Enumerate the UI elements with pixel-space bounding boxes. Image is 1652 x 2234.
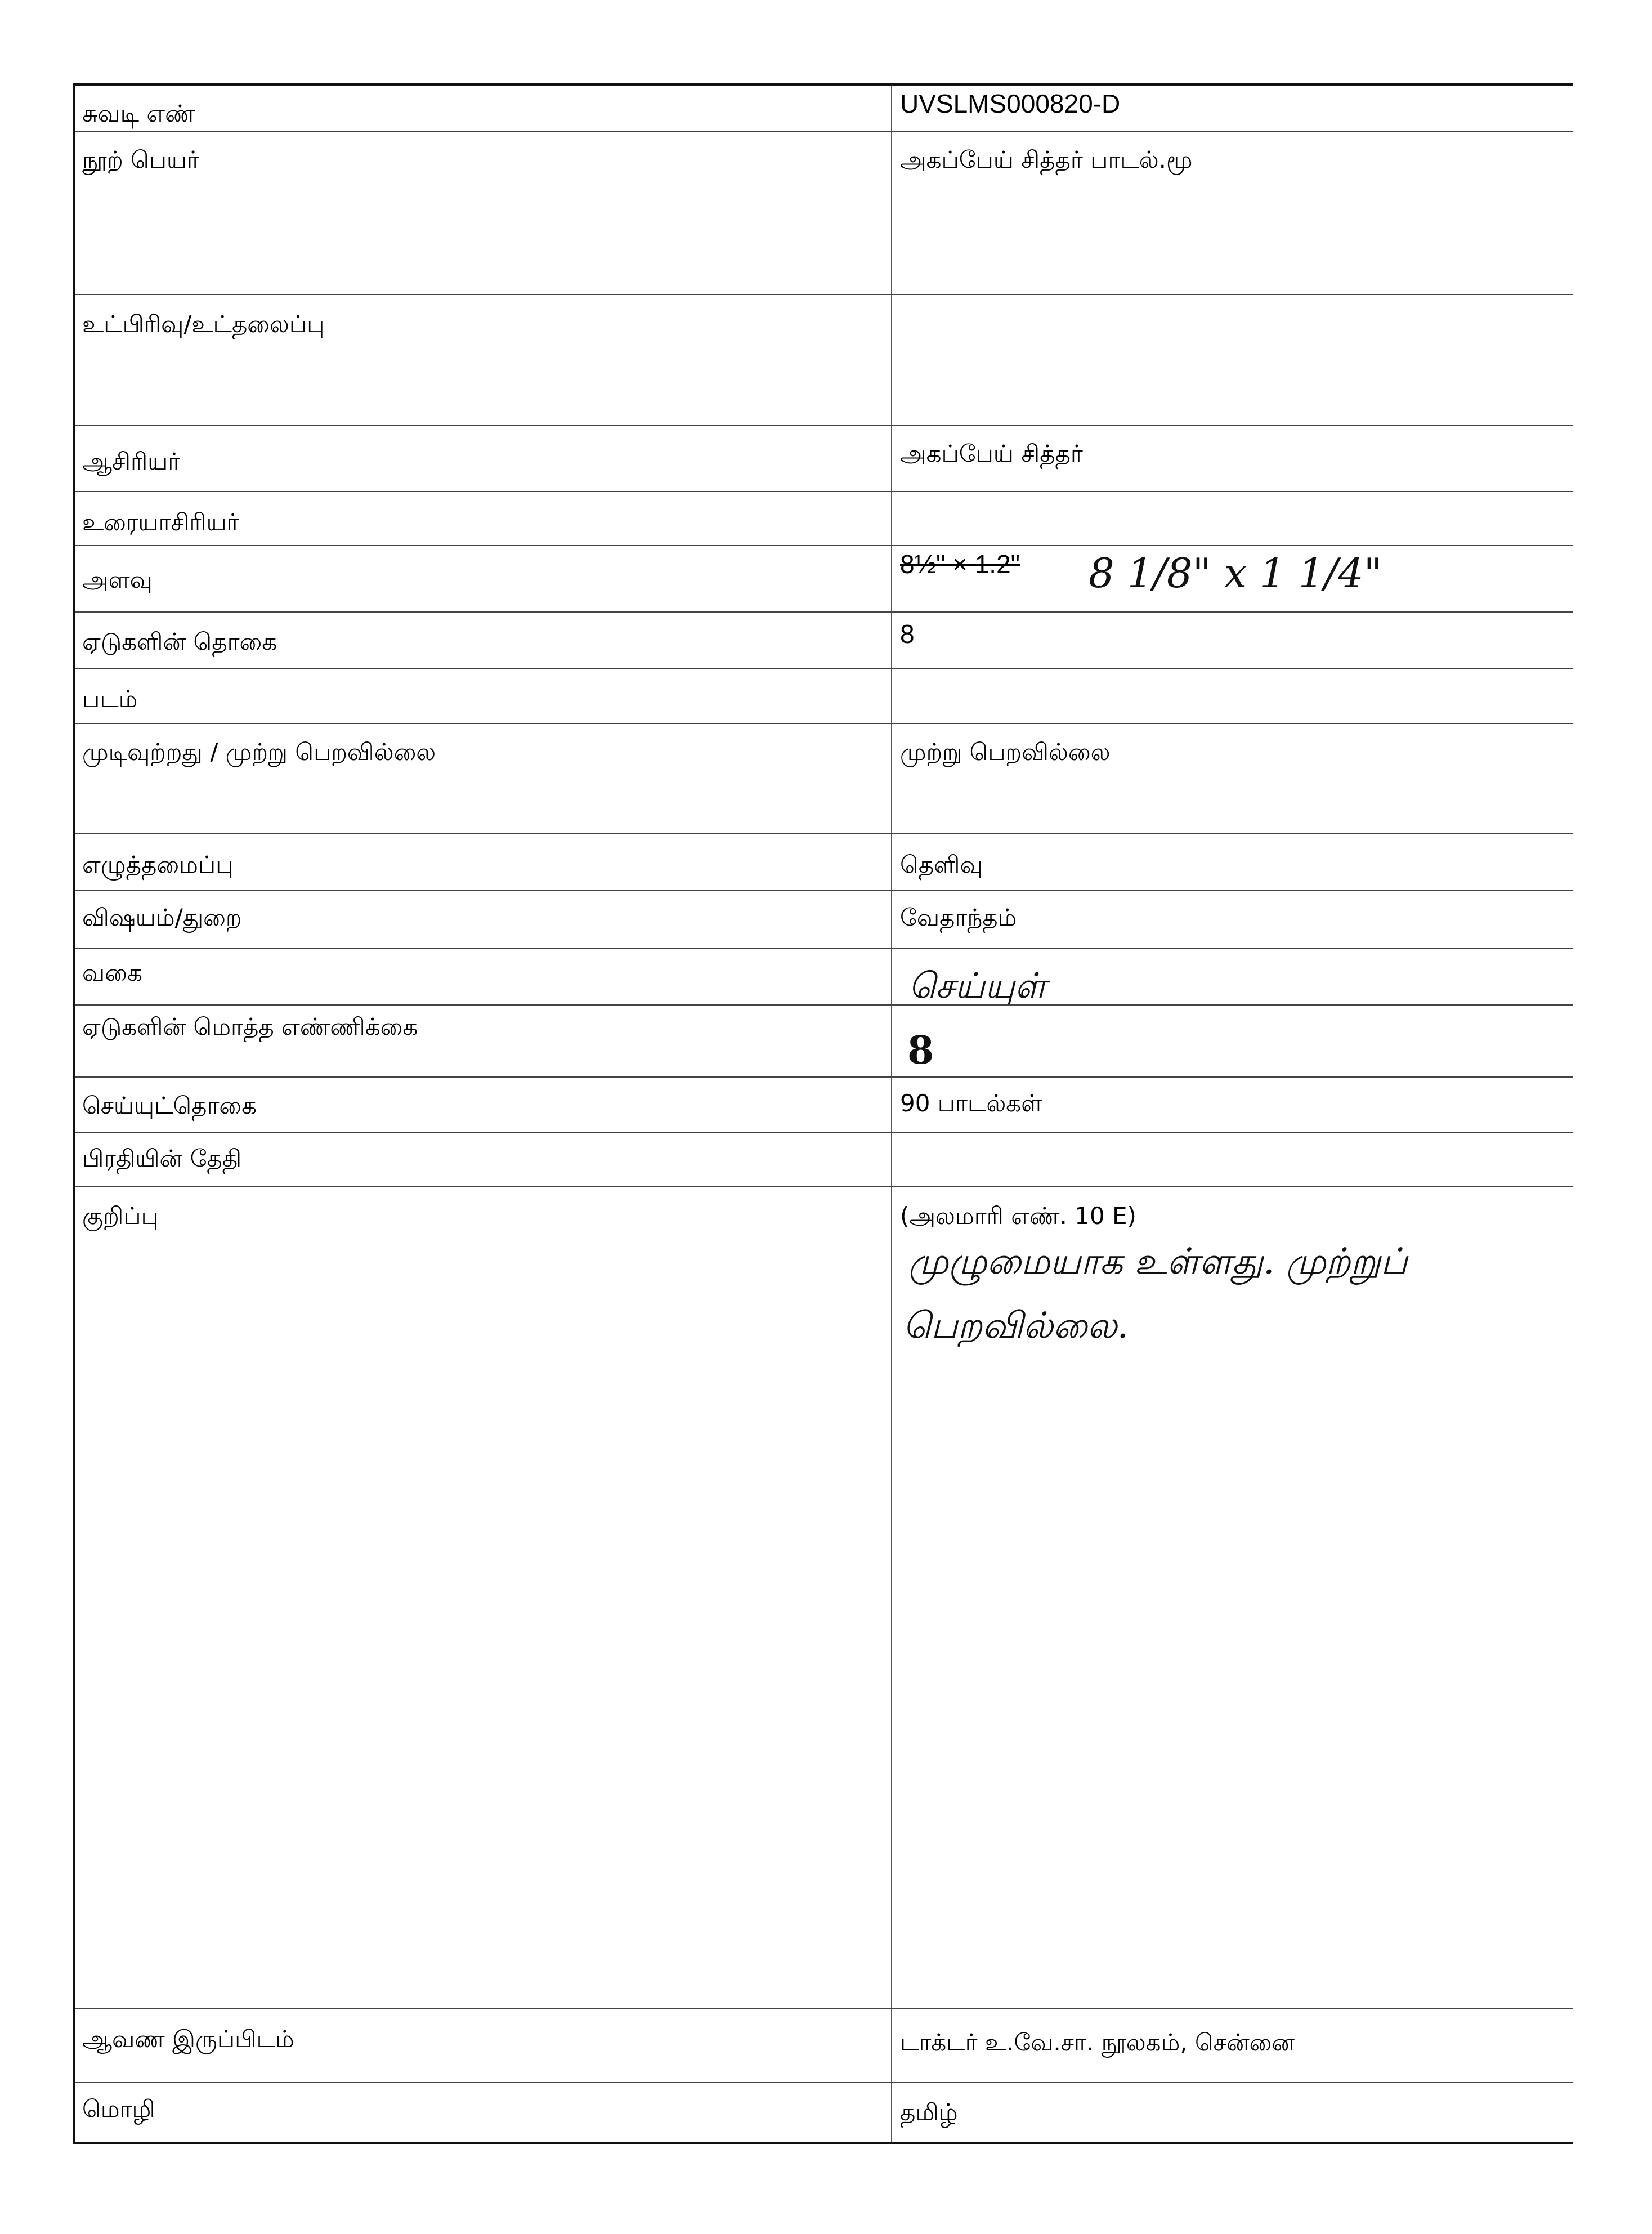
label-illustration: படம் (82, 685, 138, 713)
label-commentator: உரையாசிரியர் (82, 508, 239, 536)
row-subdivision (75, 294, 1573, 426)
label-total-leaves: ஏடுகளின் மொத்த எண்ணிக்கை (82, 1013, 418, 1040)
row-verse-count (75, 1076, 1573, 1133)
value-size-handwritten: 8 1/8" x 1 1/4" (1089, 549, 1382, 597)
notes-handwritten-line-1: முழுமையாக உள்ளது. முற்றுப் (908, 1241, 1408, 1283)
value-notes-shelf: (அலமாரி எண். 10 E) (900, 1202, 1136, 1230)
label-language: மொழி (82, 2095, 155, 2123)
value-size-struck: 8½" × 1.2" (900, 549, 1020, 579)
row-language (75, 2082, 1573, 2145)
notes-handwritten-line-2: பெறவில்லை. (903, 1305, 1129, 1347)
row-size (75, 545, 1573, 613)
label-completion: முடிவுற்றது / முற்று பெறவில்லை (82, 738, 436, 766)
row-manuscript-id (75, 86, 1573, 131)
value-type-handwritten: செய்யுள் (908, 965, 1046, 1006)
label-subdivision: உட்பிரிவு/உட்தலைப்பு (82, 310, 325, 338)
row-leaf-count (75, 611, 1573, 669)
label-subject: விஷயம்/துறை (82, 904, 242, 931)
row-copy-date (75, 1132, 1573, 1187)
label-size: அளவு (82, 566, 153, 593)
value-script: தெளிவு (900, 851, 983, 878)
label-type: வகை (82, 959, 142, 986)
value-total-leaves-handwritten: 8 (907, 1028, 934, 1073)
row-type (75, 948, 1573, 1006)
row-author (75, 425, 1573, 492)
value-verse-count: 90 பாடல்கள் (900, 1089, 1043, 1117)
value-manuscript-id: UVSLMS000820-D (900, 89, 1121, 118)
label-verse-count: செய்யுட்தொகை (82, 1092, 257, 1119)
row-title (75, 131, 1573, 295)
label-leaf-count: ஏடுகளின் தொகை (82, 628, 277, 655)
row-total-leaves (75, 1004, 1573, 1078)
value-language: தமிழ் (900, 2098, 958, 2126)
label-script: எழுத்தமைப்பு (82, 851, 234, 878)
catalog-record-table (73, 83, 1573, 2144)
label-notes: குறிப்பு (82, 1202, 159, 1230)
row-script (75, 833, 1573, 891)
value-title: அகப்பேய் சித்தர் பாடல்.மூ (900, 146, 1193, 173)
row-subject (75, 890, 1573, 949)
row-illustration (75, 668, 1573, 724)
label-repository: ஆவண இருப்பிடம் (82, 2025, 294, 2053)
row-repository (75, 2008, 1573, 2083)
value-completion: முற்று பெறவில்லை (900, 738, 1111, 766)
row-commentator (75, 491, 1573, 546)
row-notes (75, 1186, 1573, 2009)
label-manuscript-id: சுவடி எண் (82, 100, 195, 127)
value-author: அகப்பேய் சித்தர் (900, 440, 1083, 467)
row-completion (75, 723, 1573, 834)
label-copy-date: பிரதியின் தேதி (82, 1145, 242, 1172)
label-author: ஆசிரியர் (82, 448, 181, 475)
value-leaf-count: 8 (900, 619, 915, 649)
label-title: நூற் பெயர் (82, 146, 199, 173)
value-repository: டாக்டர் உ.வே.சா. நூலகம், சென்னை (900, 2029, 1295, 2056)
value-subject: வேதாந்தம் (900, 904, 1017, 931)
